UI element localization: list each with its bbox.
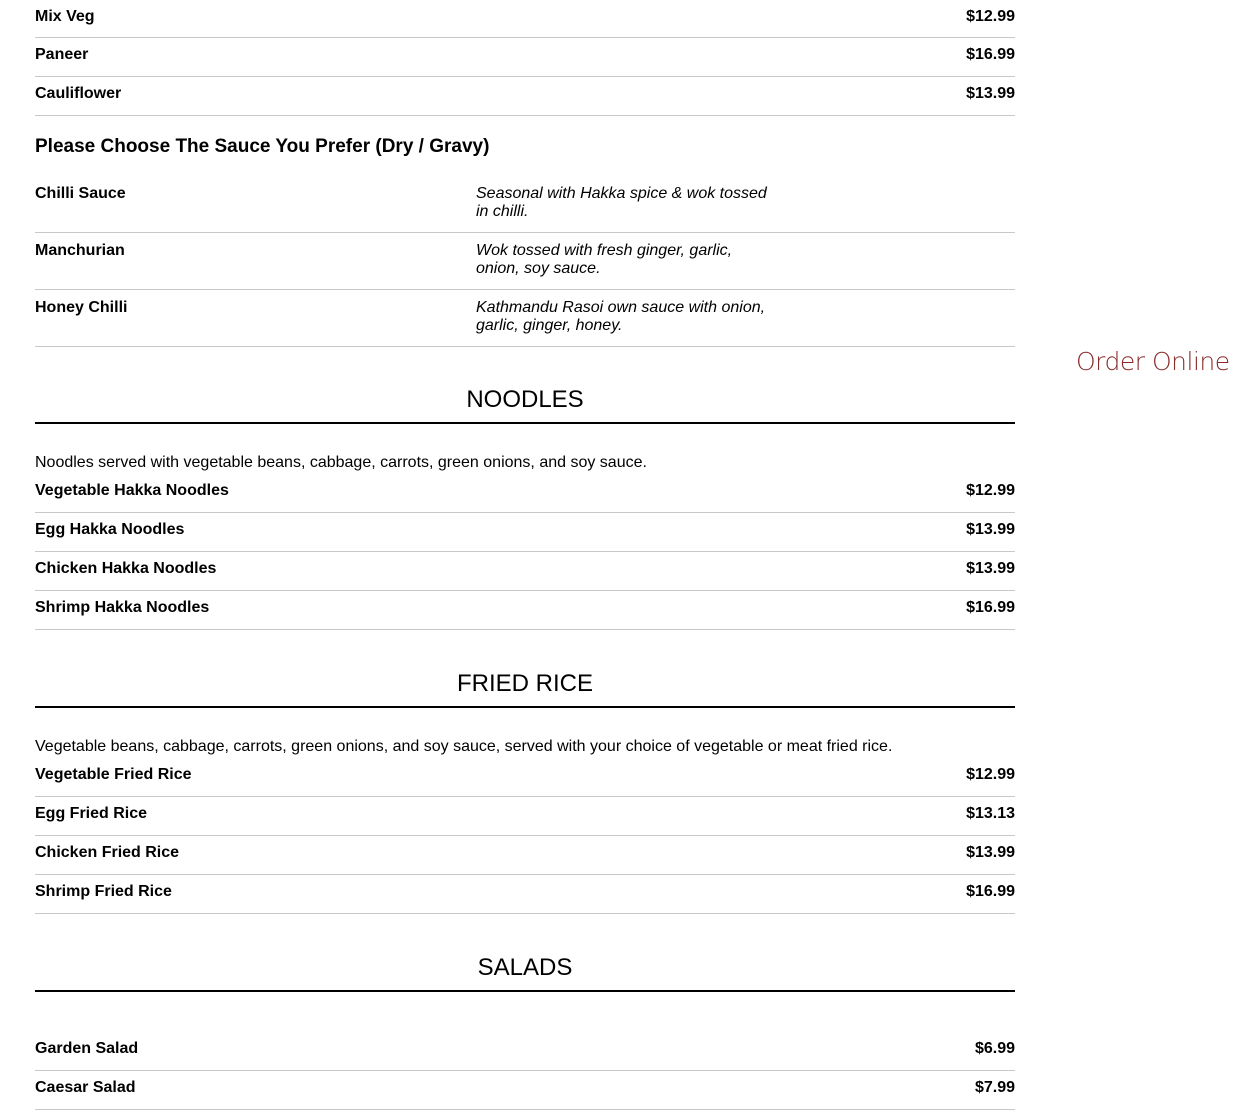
section-fried-rice [35, 670, 1015, 914]
item-price: $16.99 [966, 599, 1015, 616]
sauce-description [476, 242, 776, 289]
item-price: $12.99 [966, 482, 1015, 499]
item-price: $7.99 [974, 1079, 1015, 1096]
item-price: $13.99 [966, 85, 1015, 102]
item-name: Shrimp Hakka Noodles [35, 599, 210, 616]
sauce-option-honey-chilli [35, 290, 1015, 347]
order-online-link[interactable]: Order Online [1076, 347, 1230, 376]
top-items-list [35, 0, 1015, 116]
menu-item-vegetable-fried-rice [35, 758, 1015, 797]
menu-item-egg-fried-rice [35, 797, 1015, 836]
item-name: Vegetable Hakka Noodles [35, 482, 229, 499]
sauce-description [476, 299, 776, 346]
item-price: $16.99 [966, 883, 1015, 900]
section-salads [35, 954, 1015, 1110]
sauce-name: Chilli Sauce [35, 185, 126, 202]
section-title: NOODLES [35, 386, 1015, 424]
sauce-heading: Please Choose The Sauce You Prefer (Dry / Gravy) [35, 136, 490, 157]
item-price: $12.99 [966, 766, 1015, 783]
sauce-description-line: onion, soy sauce. [476, 260, 601, 277]
menu-item-shrimp-fried-rice [35, 875, 1015, 914]
item-price: $6.99 [974, 1040, 1015, 1057]
item-name: Chicken Fried Rice [35, 844, 180, 861]
item-price: $12.99 [966, 8, 1015, 25]
sauce-option-chilli [35, 176, 1015, 233]
item-name: Vegetable Fried Rice [35, 766, 192, 783]
item-name: Shrimp Fried Rice [35, 883, 172, 900]
sauce-name: Honey Chilli [35, 299, 128, 316]
item-name: Egg Fried Rice [35, 805, 148, 822]
fried-rice-list [35, 758, 1015, 914]
item-price: $13.99 [966, 521, 1015, 538]
item-price: $13.99 [966, 560, 1015, 577]
menu-item-chicken-fried-rice [35, 836, 1015, 875]
item-name: Chicken Hakka Noodles [35, 560, 217, 577]
sauce-description [476, 185, 776, 232]
item-name: Cauliflower [35, 85, 122, 102]
menu-item-garden-salad [35, 1032, 1015, 1071]
section-title: SALADS [35, 954, 1015, 992]
menu-item-egg-hakka-noodles [35, 513, 1015, 552]
item-name: Egg Hakka Noodles [35, 521, 185, 538]
item-name: Mix Veg [35, 8, 95, 25]
item-price: $13.99 [966, 844, 1015, 861]
section-title: FRIED RICE [35, 670, 1015, 708]
item-name: Caesar Salad [35, 1079, 136, 1096]
menu-item-mix-veg [35, 0, 1015, 38]
menu-content [35, 0, 1015, 1110]
sauce-description-line: in chilli. [476, 203, 529, 220]
section-description: Vegetable beans, cabbage, carrots, green onions, and soy sauce, served with your choice of vegetable or meat fried rice. [35, 738, 893, 755]
menu-item-caesar-salad [35, 1071, 1015, 1110]
menu-item-paneer [35, 38, 1015, 77]
menu-item-vegetable-hakka-noodles [35, 474, 1015, 513]
salads-list [35, 1032, 1015, 1110]
menu-item-cauliflower [35, 77, 1015, 116]
sauce-description-line: Seasonal with Hakka spice & wok tossed [476, 185, 767, 202]
section-noodles [35, 386, 1015, 630]
sauce-option-manchurian [35, 233, 1015, 290]
item-price: $13.13 [966, 805, 1015, 822]
item-name: Paneer [35, 46, 89, 63]
noodles-list [35, 474, 1015, 630]
item-price: $16.99 [966, 46, 1015, 63]
sauce-list [35, 176, 1015, 347]
section-description: Noodles served with vegetable beans, cabbage, carrots, green onions, and soy sauce. [35, 454, 647, 471]
item-name: Garden Salad [35, 1040, 139, 1057]
sauce-description-line: Kathmandu Rasoi own sauce with onion, [476, 299, 766, 316]
sauce-name: Manchurian [35, 242, 125, 259]
menu-item-shrimp-hakka-noodles [35, 591, 1015, 630]
sauce-description-line: garlic, ginger, honey. [476, 317, 623, 334]
menu-item-chicken-hakka-noodles [35, 552, 1015, 591]
sauce-description-line: Wok tossed with fresh ginger, garlic, [476, 242, 733, 259]
